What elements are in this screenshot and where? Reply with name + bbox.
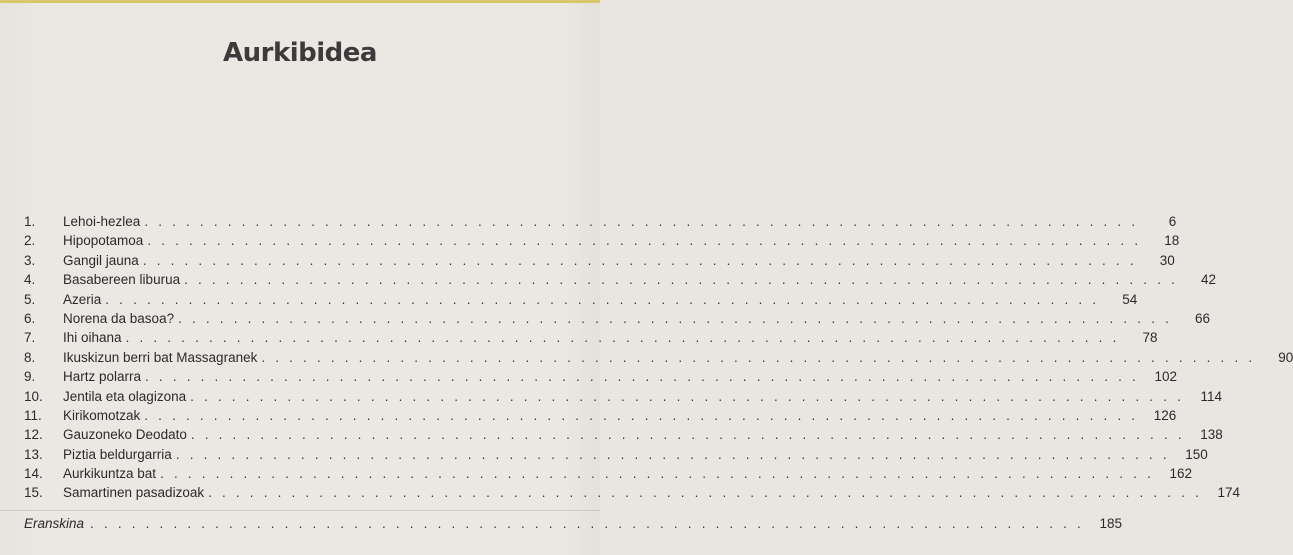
dot-leader: . . . . . . . . . . . . . . . . . . . . . . . . . . . . . . . . . . . . . . . . . . . . . . . . . . . . . . . . . . . . . . . . . . . . . . . . [90,515,1085,531]
dot-leader: . . . . . . . . . . . . . . . . . . . . . . . . . . . . . . . . . . . . . . . . . . . . . . . . . . . . . . . . . . . . . . . . . . . . . . . . [208,485,1203,501]
toc-entry-title: Jentila eta olagizona [63,388,187,404]
toc-entry[interactable] [24,328,1158,347]
toc-entry[interactable] [24,212,1177,231]
toc-entry-number: 6. [24,310,36,326]
toc-entry[interactable] [24,309,1211,328]
dot-leader: . . . . . . . . . . . . . . . . . . . . . . . . . . . . . . . . . . . . . . . . . . . . . . . . . . . . . . . . . . . . . . . . . . . . . . . . [175,446,1170,462]
toc-entry-title: Piztia beldurgarria [63,446,172,462]
toc-entry-number: 10. [24,388,43,404]
toc-entry-number: 9. [24,369,36,385]
toc-entry-title: Azeria [63,291,102,307]
toc-entry-number: 3. [24,252,36,268]
toc-entry-title: Hipopotamoa [63,233,144,249]
toc-entry[interactable] [24,483,1241,502]
toc-entry-title: Norena da basoa? [63,310,175,326]
toc-entry-page-number: 174 [1217,485,1241,501]
toc-entry[interactable] [24,290,1138,309]
toc-entry-page-number: 90 [1278,349,1293,365]
toc-entry[interactable] [24,348,1293,367]
dot-leader: . . . . . . . . . . . . . . . . . . . . . . . . . . . . . . . . . . . . . . . . . . . . . . . . . . . . . . . . . . . . . . . . . . . . . . . . [144,407,1139,423]
bottom-divider [0,510,600,511]
toc-entry-number: 4. [24,272,36,288]
dot-leader: . . . . . . . . . . . . . . . . . . . . . . . . . . . . . . . . . . . . . . . . . . . . . . . . . . . . . . . . . . . . . . . . . . . . . . . . [261,349,1256,365]
toc-entry-page-number: 18 [1164,233,1180,249]
appendix-page-number: 185 [1099,515,1123,531]
dot-leader: . . . . . . . . . . . . . . . . . . . . . . . . . . . . . . . . . . . . . . . . . . . . . . . . . . . . . . . . . . . . . . . . . . . . . . . . [178,310,1173,326]
top-color-strip [0,0,600,3]
toc-entry-title: Basabereen liburua [63,272,181,288]
toc-entry-number: 11. [24,407,42,423]
toc-entry-page-number: 6 [1168,214,1177,229]
toc-entry-page-number: 114 [1200,388,1223,404]
toc-entry-page-number: 138 [1200,427,1223,443]
table-of-contents [24,212,1293,533]
dot-leader: . . . . . . . . . . . . . . . . . . . . . . . . . . . . . . . . . . . . . . . . . . . . . . . . . . . . . . . . . . . . . . . . . . . . . . . . [190,388,1185,404]
toc-entry-page-number: 30 [1159,252,1175,268]
toc-entry[interactable] [24,367,1177,386]
dot-leader: . . . . . . . . . . . . . . . . . . . . . . . . . . . . . . . . . . . . . . . . . . . . . . . . . . . . . . . . . . . . . . . . . . . . . . . . [160,466,1155,482]
toc-entry[interactable] [24,445,1208,464]
toc-entry[interactable] [24,270,1217,289]
toc-entry-number: 15. [24,485,43,501]
toc-entry-title: Gangil jauna [63,252,139,268]
dot-leader: . . . . . . . . . . . . . . . . . . . . . . . . . . . . . . . . . . . . . . . . . . . . . . . . . . . . . . . . . . . . . . . . . . . . . . . . [144,214,1139,229]
toc-entry[interactable] [24,464,1193,483]
toc-entry-page-number: 78 [1142,330,1158,346]
dot-leader: . . . . . . . . . . . . . . . . . . . . . . . . . . . . . . . . . . . . . . . . . . . . . . . . . . . . . . . . . . . . . . . . . . . . . . . . [145,369,1139,385]
toc-entry-title: Lehoi-hezlea [63,214,141,229]
dot-leader: . . . . . . . . . . . . . . . . . . . . . . . . . . . . . . . . . . . . . . . . . . . . . . . . . . . . . . . . . . . . . . . . . . . . . . . . [125,330,1120,346]
toc-entry-title: Hartz polarra [63,369,142,385]
toc-entry-number: 13. [24,446,43,462]
toc-entry-number: 2. [24,233,36,249]
toc-entry-number: 14. [24,466,43,482]
toc-entry-number: 1. [24,214,36,229]
toc-entry-title: Gauzoneko Deodato [63,427,187,443]
toc-entry-page-number: 102 [1154,369,1177,385]
toc-entry-page-number: 162 [1169,466,1193,482]
toc-entry-number: 8. [24,349,36,365]
toc-entry-number: 12. [24,427,43,443]
toc-entry-number: 5. [24,291,36,307]
toc-entry-page-number: 42 [1201,272,1217,288]
toc-entry[interactable] [24,231,1180,250]
dot-leader: . . . . . . . . . . . . . . . . . . . . . . . . . . . . . . . . . . . . . . . . . . . . . . . . . . . . . . . . . . . . . . . . . . . . . . . . [142,252,1137,268]
dot-leader: . . . . . . . . . . . . . . . . . . . . . . . . . . . . . . . . . . . . . . . . . . . . . . . . . . . . . . . . . . . . . . . . . . . . . . . . [184,272,1179,288]
toc-entry-page-number: 66 [1195,310,1211,326]
appendix-entry[interactable] [24,514,1123,533]
toc-entry-number: 7. [24,330,36,346]
toc-entry[interactable] [24,425,1223,444]
toc-entry-page-number: 54 [1122,291,1138,307]
page-title: Aurkibidea [223,38,377,68]
toc-entry-title: Ikuskizun berri bat Massagranek [63,349,258,365]
toc-entry-title: Samartinen pasadizoak [63,485,205,501]
appendix-label: Eranskina [24,515,85,531]
dot-leader: . . . . . . . . . . . . . . . . . . . . . . . . . . . . . . . . . . . . . . . . . . . . . . . . . . . . . . . . . . . . . . . . . . . . . . . . [147,233,1142,249]
toc-entry[interactable] [24,251,1175,270]
toc-entry-page-number: 150 [1185,446,1208,462]
toc-entry-title: Kirikomotzak [63,407,141,423]
toc-entry[interactable] [24,406,1177,425]
toc-entry-page-number: 126 [1153,407,1177,423]
dot-leader: . . . . . . . . . . . . . . . . . . . . . . . . . . . . . . . . . . . . . . . . . . . . . . . . . . . . . . . . . . . . . . . . . . . . . . . . [190,427,1185,443]
toc-entry-title: Ihi oihana [63,330,122,346]
dot-leader: . . . . . . . . . . . . . . . . . . . . . . . . . . . . . . . . . . . . . . . . . . . . . . . . . . . . . . . . . . . . . . . . . . . . . . . . [105,291,1100,307]
toc-entry[interactable] [24,387,1223,406]
toc-entry-title: Aurkikuntza bat [63,466,157,482]
